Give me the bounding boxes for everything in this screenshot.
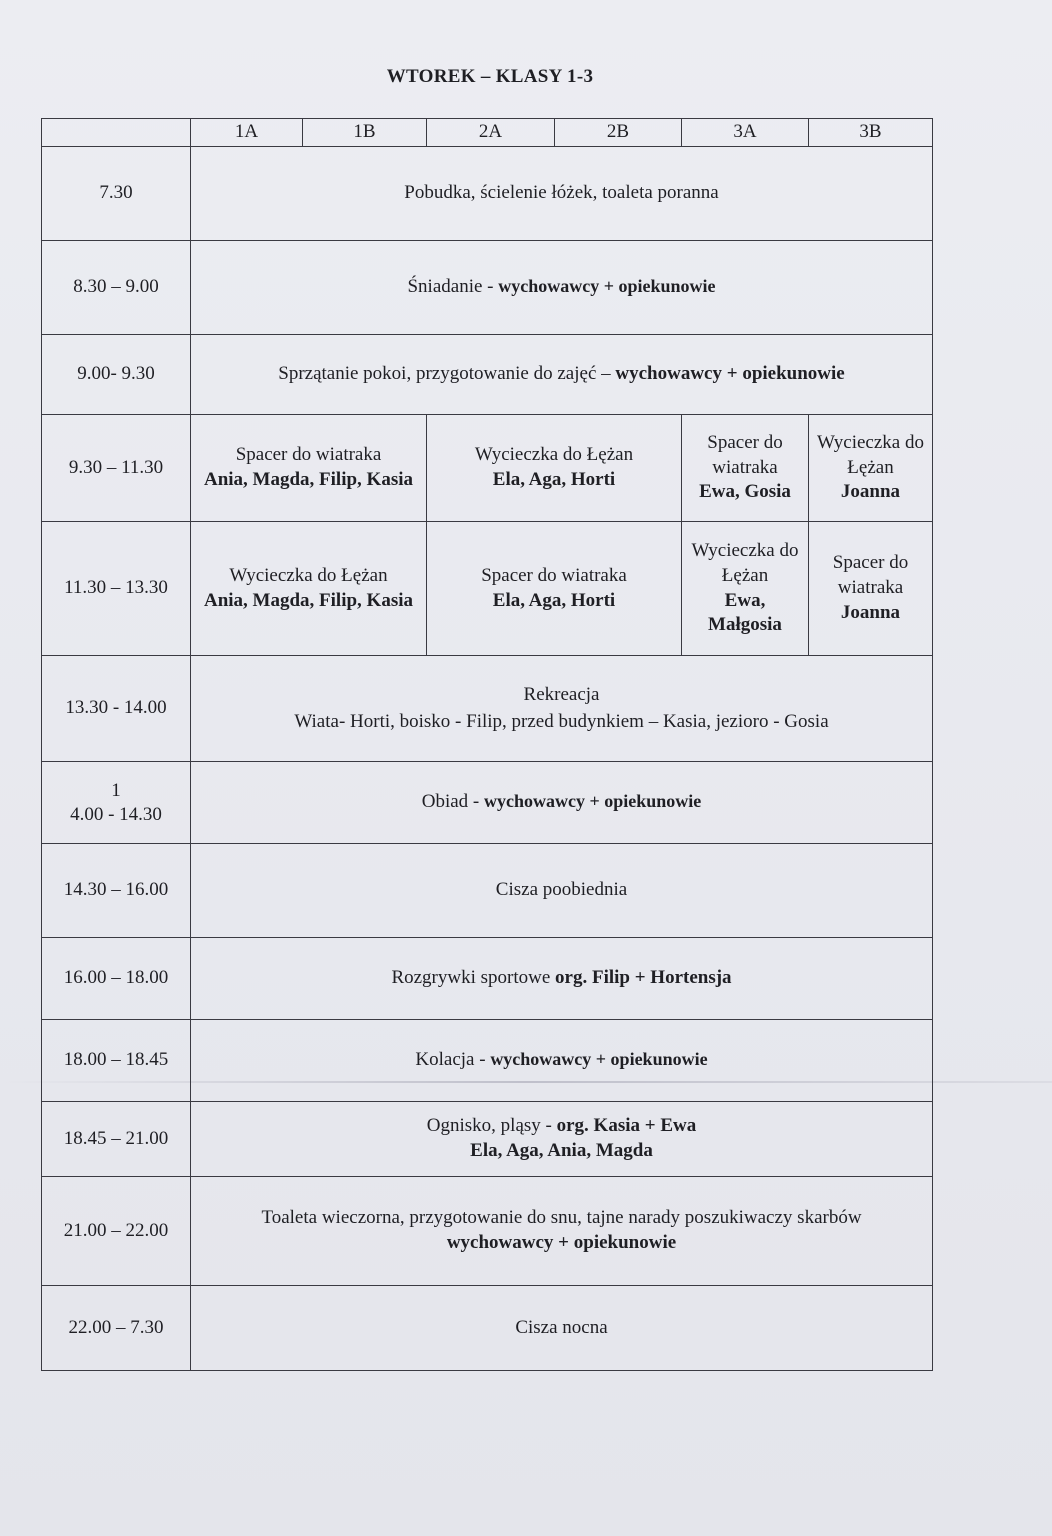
schedule-row [42,522,933,656]
activity-text: Spacer do wiatraka [481,564,627,586]
time-cell [42,762,191,844]
activity-text: Wycieczka do Łężan [229,564,388,586]
schedule-table [41,118,933,1371]
time-cell: 18.00 – 18.45 [42,1020,191,1102]
people-text: Ela, Aga, Horti [492,589,616,611]
time-cell: 14.30 – 16.00 [42,844,191,938]
activity-text: Spacer do wiatraka [235,444,382,466]
group-activity-cell [191,522,427,656]
activity-text: Rozgrywki sportowe [391,967,556,989]
group-activity-cell [809,415,933,522]
people-text: Ela, Aga, Horti [492,469,616,490]
group-activity-cell [682,522,809,656]
header-class-2a: 2A [427,119,555,147]
activity-text: Spacer do wiatraka [707,431,783,478]
people-text: Joanna [840,601,901,623]
time-cell: 18.45 – 21.00 [42,1102,191,1177]
activity-text: Wycieczka do Łężan [691,540,799,586]
activity-text: Wycieczka do Łężan [817,431,924,478]
activity-cell [191,1177,933,1286]
activity-text: Ognisko, pląsy - [426,1115,557,1137]
time-cell: 11.30 – 13.30 [42,522,191,656]
people-text: Ewa, Gosia [699,481,791,503]
activity-cell: Cisza nocna [191,1286,933,1371]
staff-text: wychowawcy + opiekunowie [490,1049,708,1070]
activity-text: Sprzątanie pokoi, przygotowanie do zajęć – [278,363,616,385]
group-activity-cell [682,415,809,522]
time-cell: 16.00 – 18.00 [42,938,191,1020]
header-row [42,119,933,147]
people-text: Ania, Magda, Filip, Kasia [203,469,414,490]
activity-text: Wycieczka do Łężan [474,444,634,466]
time-cell: 9.30 – 11.30 [42,415,191,522]
staff-text: org. Kasia + Ewa [556,1115,697,1137]
activity-text: Śniadanie - [407,276,499,298]
activity-cell [191,938,933,1020]
schedule-row [42,241,933,335]
schedule-row [42,1286,933,1371]
group-activity-cell [809,522,933,656]
staff-text: wychowawcy + opiekunowie [446,1232,677,1253]
activity-cell [191,656,933,762]
header-class-1b: 1B [303,119,427,147]
header-class-3b: 3B [809,119,933,147]
schedule-row [42,1020,933,1102]
header-class-3a: 3A [682,119,809,147]
staff-text: wychowawcy + opiekunowie [615,363,845,385]
activity-text: Wiata- Horti, boisko - Filip, przed budynkiem – Kasia, jezioro - Gosia [294,710,829,732]
schedule-row [42,938,933,1020]
people-text: Ewa, Małgosia [708,589,782,636]
people-text: Joanna [840,481,901,503]
schedule-row [42,844,933,938]
schedule-row [42,415,933,522]
activity-text: Obiad - [421,791,484,813]
activity-heading: Rekreacja [523,683,600,705]
time-cell: 8.30 – 9.00 [42,241,191,335]
group-activity-cell [427,415,682,522]
activity-cell [191,335,933,415]
header-class-1a: 1A [191,119,303,147]
activity-text: Spacer do wiatraka [832,552,909,599]
activity-text: Toaleta wieczorna, przygotowanie do snu, tajne narady poszukiwaczy skarbów [261,1207,862,1229]
schedule-row [42,762,933,844]
time-cell: 7.30 [42,147,191,241]
activity-cell [191,762,933,844]
people-text: Ania, Magda, Filip, Kasia [203,589,414,611]
time-text-line1: 1 [111,779,121,801]
schedule-row [42,1102,933,1177]
staff-text: wychowawcy + opiekunowie [484,791,702,812]
time-cell: 9.00- 9.30 [42,335,191,415]
page-title: WTOREK – KLASY 1-3 [386,66,594,87]
time-cell: 21.00 – 22.00 [42,1177,191,1286]
activity-cell [191,241,933,335]
group-activity-cell [191,415,427,522]
activity-line [195,1114,928,1139]
time-cell: 13.30 - 14.00 [42,656,191,762]
time-cell: 22.00 – 7.30 [42,1286,191,1371]
activity-text: Kolacja - [415,1049,491,1071]
header-class-2b: 2B [555,119,682,147]
activity-cell [191,1020,933,1102]
time-text-line2: 4.00 - 14.30 [70,803,162,825]
schedule-row [42,335,933,415]
header-empty-cell [42,119,191,147]
staff-text: wychowawcy + opiekunowie [498,276,716,297]
group-activity-cell [427,522,682,656]
schedule-row [42,656,933,762]
schedule-row [42,1177,933,1286]
schedule-row [42,147,933,241]
people-text: Ela, Aga, Ania, Magda [470,1140,653,1161]
activity-cell [191,1102,933,1177]
staff-text: org. Filip + Hortensja [555,967,732,989]
activity-cell: Cisza poobiednia [191,844,933,938]
activity-cell: Pobudka, ścielenie łóżek, toaleta poranna [191,147,933,241]
